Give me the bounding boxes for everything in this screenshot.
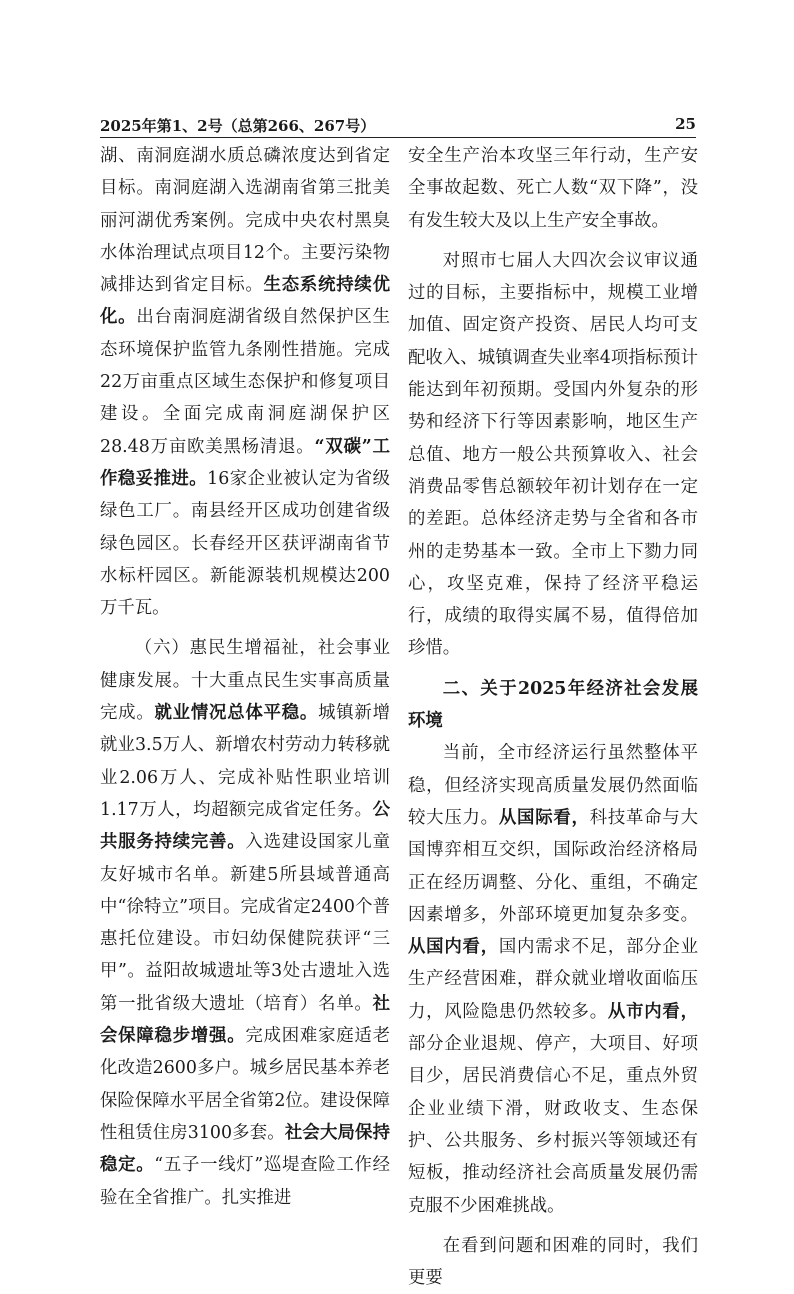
body-text: 当前，全市经济运行虽然整体平稳，但经济实现高质量发展仍然面临较大压力。	[408, 743, 698, 828]
body-text: 城镇新增就业3.5万人、新增农村劳动力转移就业2.06万人、完成补贴性职业培训1.17万人，均超额完成省定任务。	[100, 703, 390, 820]
paragraph-environment	[408, 737, 698, 1221]
body-text: 国内需求不足，部分企业生产经营困难，群众就业增收面临压力，风险隐患仍然较多。	[408, 937, 698, 1022]
body-text: 16家企业被认定为省级绿色工厂。南县经开区成功创建省级绿色园区。长春经开区获评湖南省节水标杆园区。新能源装机规模达200万千瓦。	[100, 468, 390, 619]
bold-lead: 就业情况总体平稳。	[154, 703, 319, 724]
paragraph-closing: 在看到问题和困难的同时，我们更要	[408, 1235, 698, 1289]
right-column	[408, 140, 698, 1294]
bold-lead: 从国内看，	[408, 937, 499, 958]
body-text: （六）惠民生增福祉，社会事业健康发展。十大重点民生实事高质量完成。	[100, 638, 390, 724]
body-text: 湖、南洞庭湖水质总磷浓度达到省定目标。南洞庭湖入选湖南省第三批美丽河湖优秀案例。完成中央农村黑臭水体治理试点项目12个。主要污染物减排达到省定目标。	[100, 146, 390, 296]
page-number: 25	[675, 115, 696, 133]
bold-lead: 社会保障稳步增强。	[100, 993, 390, 1047]
paragraph-ecology	[100, 140, 390, 624]
body-text: “五子一线灯”巡堤查险工作经验在全省推广。扎实推进	[100, 1155, 390, 1208]
paragraph-targets: 对照市七届人大四次会议审议通过的目标，主要指标中，规模工业增加值、固定资产投资、居民人均可支配收入、城镇调查失业率4项指标预计能达到年初预期。受国内外复杂的形势和经济下行等因素影响，地区生产总值、地方一般公共预算收入、社会消费品零售总额较年初计划存在一定的差距。总体经济走势与全省和各市州的走势基本一致。全市上下勠力同心，攻坚克难，保持了经济平稳运行，成绩的取得实属不易，值得倍加珍惜。	[408, 250, 698, 659]
body-text: 入选建设国家儿童友好城市名单。新建5所县域普通高中“徐特立”项目。完成省定2400个普惠托位建设。市妇幼保健院获评“三甲”。益阳故城遗址等3处古遗址入选第一批省级大遗址（培育）名单。	[100, 832, 390, 1014]
left-column	[100, 140, 390, 1214]
bold-lead: “双碳”工作稳妥推进。	[100, 436, 390, 489]
bold-lead: 公共服务持续完善。	[100, 799, 390, 853]
body-text: 科技革命与大国博弈相互交织，国际政治经济格局正在经历调整、分化、重组，不确定因素增多，外部环境更加复杂多变。	[408, 807, 698, 925]
bold-lead: 从市内看，	[607, 1001, 698, 1022]
bold-lead: 社会大局保持稳定。	[100, 1122, 390, 1176]
paragraph-safety: 安全生产治本攻坚三年行动，生产安全事故起数、死亡人数“双下降”，没有发生较大及以上生产安全事故。	[408, 146, 698, 231]
bold-lead: 从国际看，	[498, 807, 590, 828]
running-header	[100, 115, 696, 138]
section-heading: 二、关于2025年经济社会发展环境	[408, 678, 698, 732]
body-text: 出台南洞庭湖省级自然保护区生态环境保护监管九条刚性措施。完成22万亩重点区域生态保护和修复项目建设。全面完成南洞庭湖保护区28.48万亩欧美黑杨清退。	[100, 307, 390, 457]
paragraph-livelihood	[100, 632, 390, 1213]
body-text: 部分企业退规、停产，大项目、好项目少，居民消费信心不足，重点外贸企业业绩下滑，财政收支、生态保护、公共服务、乡村振兴等领域还有短板，推动经济社会高质量发展仍需克服不少困难挑战。	[408, 1034, 698, 1216]
bold-lead: 生态系统持续优化。	[100, 275, 390, 328]
issue-label: 2025年第1、2号（总第266、267号）	[100, 117, 376, 135]
body-text: 完成困难家庭适老化改造2600多户。城乡居民基本养老保险保障水平居全省第2位。建设保障性租赁住房3100多套。	[100, 1026, 390, 1143]
